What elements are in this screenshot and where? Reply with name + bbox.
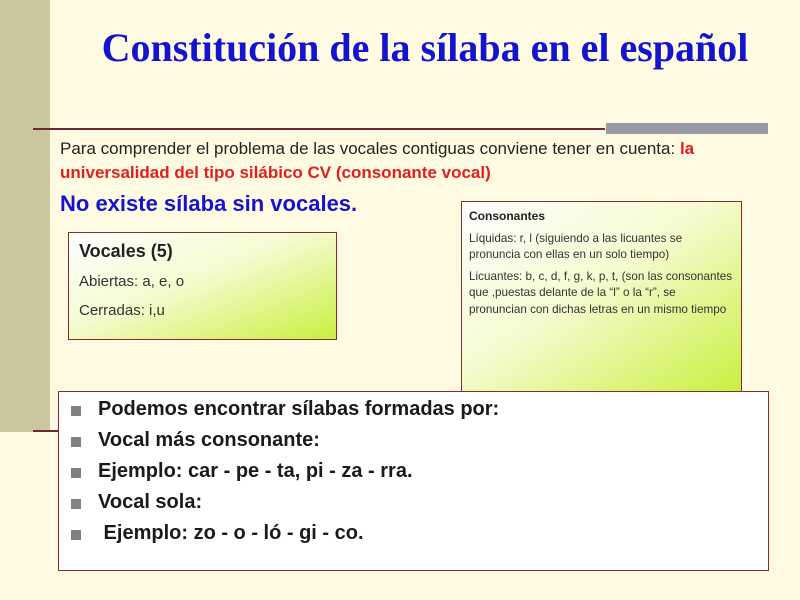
intro-plain: Para comprender el problema de las vocales contiguas conviene tener en cuenta: xyxy=(60,139,680,158)
square-bullet-icon xyxy=(71,530,81,540)
title-divider xyxy=(33,128,605,130)
vocales-cerradas: Cerradas: i,u xyxy=(79,302,165,319)
consonantes-box xyxy=(461,201,742,394)
list-item xyxy=(71,518,499,549)
vocales-heading: Vocales (5) xyxy=(79,241,173,261)
left-decorative-bar xyxy=(0,0,50,432)
intro-highlight: la universalidad del tipo silábico CV (consonante vocal) xyxy=(60,139,695,182)
consonantes-liquidas: Líquidas: r, l (siguiendo a las licuantes se pronuncia con ellas en un solo tiempo) xyxy=(469,231,683,261)
key-statement: No existe sílaba sin vocales. xyxy=(60,191,358,216)
square-bullet-icon xyxy=(71,499,81,509)
consonantes-licuantes: Licuantes: b, c, d, f, g, k, p, t, (son las consonantes que ,puestas delante de la “l” o la “r”, se pronuncian con dichas letras en un mismo tiempo xyxy=(469,269,733,316)
intro-text xyxy=(60,137,760,185)
list-item xyxy=(71,425,499,456)
list-item xyxy=(71,456,499,487)
list-item xyxy=(71,487,499,518)
square-bullet-icon xyxy=(71,406,81,416)
square-bullet-icon xyxy=(71,468,81,478)
examples-list xyxy=(71,394,499,549)
examples-box-connector xyxy=(33,430,58,432)
vocales-box xyxy=(68,232,337,340)
title-divider-accent xyxy=(606,123,768,134)
list-item-text: Ejemplo: zo - o - ló - gi - co. xyxy=(98,522,364,544)
consonantes-heading: Consonantes xyxy=(469,209,546,223)
slide-title: Constitución de la sílaba en el español xyxy=(101,25,749,70)
square-bullet-icon xyxy=(71,437,81,447)
list-item-text: Podemos encontrar sílabas formadas por: xyxy=(98,398,500,420)
list-item-text: Vocal más consonante: xyxy=(98,429,320,451)
list-item xyxy=(71,394,499,425)
vocales-abiertas: Abiertas: a, e, o xyxy=(79,273,185,290)
list-item-text: Vocal sola: xyxy=(98,491,203,513)
list-item-text: Ejemplo: car - pe - ta, pi - za - rra. xyxy=(98,460,413,482)
